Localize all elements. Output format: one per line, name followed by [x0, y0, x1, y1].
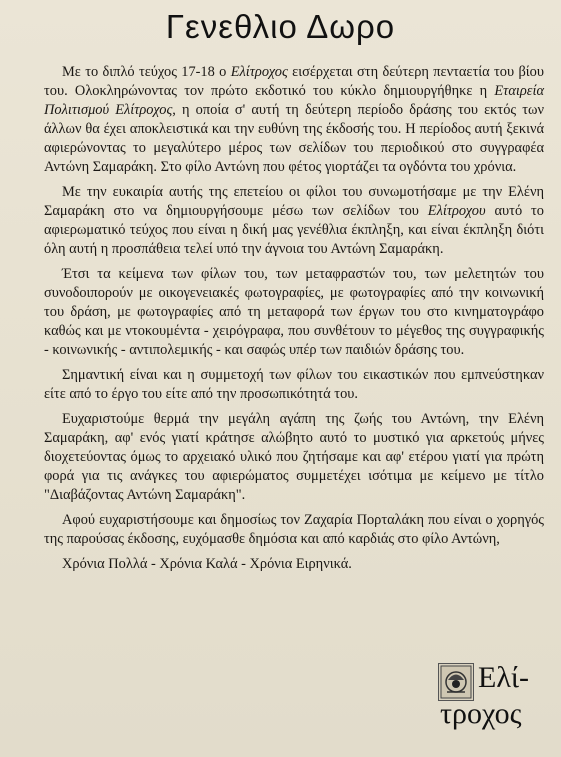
- paragraph-text: , η οποία σ' αυτή τη δεύτερη περίοδο δράσης του εκτός των άλλων θα έχει αποκλειστικά και την ευθύνη της έκδοσής του. Η περίοδος αυτή ξεκινά αφιερώνοντας το μεγαλύτερο μέρος των σελίδων του περιοδικού στο συγγραφέα Αντώνη Σαμαράκη. Στο φίλο Αντώνη που φέτος γιορτάζει τα ογδόντα του χρόνια.: [44, 102, 544, 175]
- publisher-logo: [430, 661, 550, 741]
- body-paragraph: [44, 183, 544, 259]
- paragraph-text: Έτσι τα κείμενα των φίλων του, των μεταφραστών του, των μελετητών του συνοδοιπορούν με οικογενειακές φωτογραφίες, με φωτογραφίες από την κοινωνική του δράση, με φωτογραφίες από τη μεταφορά των έργων του στο κινηματογράφο καθώς και με ντοκουμέντα - χειρόγραφα, που συνθέτουν το μέγεθος της συγγραφικής - κοινωνικής - αντιπολεμικής - και σαφώς υπέρ των παιδιών δράσης του.: [44, 266, 544, 358]
- paragraph-text: Με το διπλό τεύχος 17-18 ο: [62, 64, 231, 80]
- paragraph-text: Αφού ευχαριστήσουμε και δημοσίως τον Ζαχαρία Πορταλάκη που είναι ο χορηγός της παρούσας έκδοσης, ευχόμασθε δημόσια και από καρδιάς στο φίλο Αντώνη,: [44, 512, 544, 547]
- article-body: [44, 63, 544, 578]
- italic-text: Ελίτροχος: [230, 64, 288, 80]
- paragraph-text: Με την ευκαιρία αυτής της επετείου οι φίλοι του συνωμοτήσαμε με την Ελένη Σαμαράκη στο να δημιουργήσουμε μέσω των σελίδων του: [44, 184, 544, 219]
- page-title: Γενεθλιο Δωρο: [165, 8, 396, 45]
- paragraph-text: Ευχαριστούμε θερμά την μεγάλη αγάπη της ζωής του Αντώνη, την Ελένη Σαμαράκη, αφ' ενός γιατί κράτησε αλώβητο αυτό το μυστικό για αρκετούς μήνες διοχετεύοντας όμως το αρχειακό υλικό που ζητήσαμε και αφ' ετέρου γιατί για πρώτη φορά για τις ανάγκες του αφιερώματος συμμετέχει ισότιμα με κείμενο με τίτλο "Διαβάζοντας Αντώνη Σαμαράκη".: [44, 411, 544, 503]
- logo-text-line2: τροχος: [440, 697, 522, 730]
- body-paragraph: [44, 265, 544, 360]
- helmeted-head-emblem-icon: [438, 663, 474, 701]
- paragraph-text: Χρόνια Πολλά - Χρόνια Καλά - Χρόνια Ειρηνικά.: [62, 556, 352, 572]
- body-paragraph: [44, 410, 544, 505]
- body-paragraph: [44, 511, 544, 549]
- body-paragraph: [44, 555, 544, 574]
- body-paragraph: [44, 63, 544, 177]
- italic-text: Εταιρεία Πολιτισμού Ελίτροχος: [44, 83, 544, 118]
- paragraph-text: εισέρχεται στη δεύτερη πενταετία του βίου του. Ολοκληρώνοντας τον πρώτο εκδοτικό του κύκλο δημιουργήθηκε η: [44, 64, 544, 99]
- italic-text: Ελίτροχου: [427, 203, 486, 219]
- paragraph-text: Σημαντική είναι και η συμμετοχή των φίλων του εικαστικών που εμπνεύστηκαν είτε από το έργο του είτε από την προσωπικότητά του.: [44, 367, 544, 402]
- paragraph-text: αυτό το αφιερωματικό τεύχος που είναι η δική μας γενέθλια έκπληξη, και είναι έκπληξη διότι όλη αυτή η προσπάθεια τελεί υπό την άγνοια του Αντώνη Σαμαράκη.: [44, 203, 544, 257]
- body-paragraph: [44, 366, 544, 404]
- logo-text-line1: Ελί-: [478, 661, 529, 694]
